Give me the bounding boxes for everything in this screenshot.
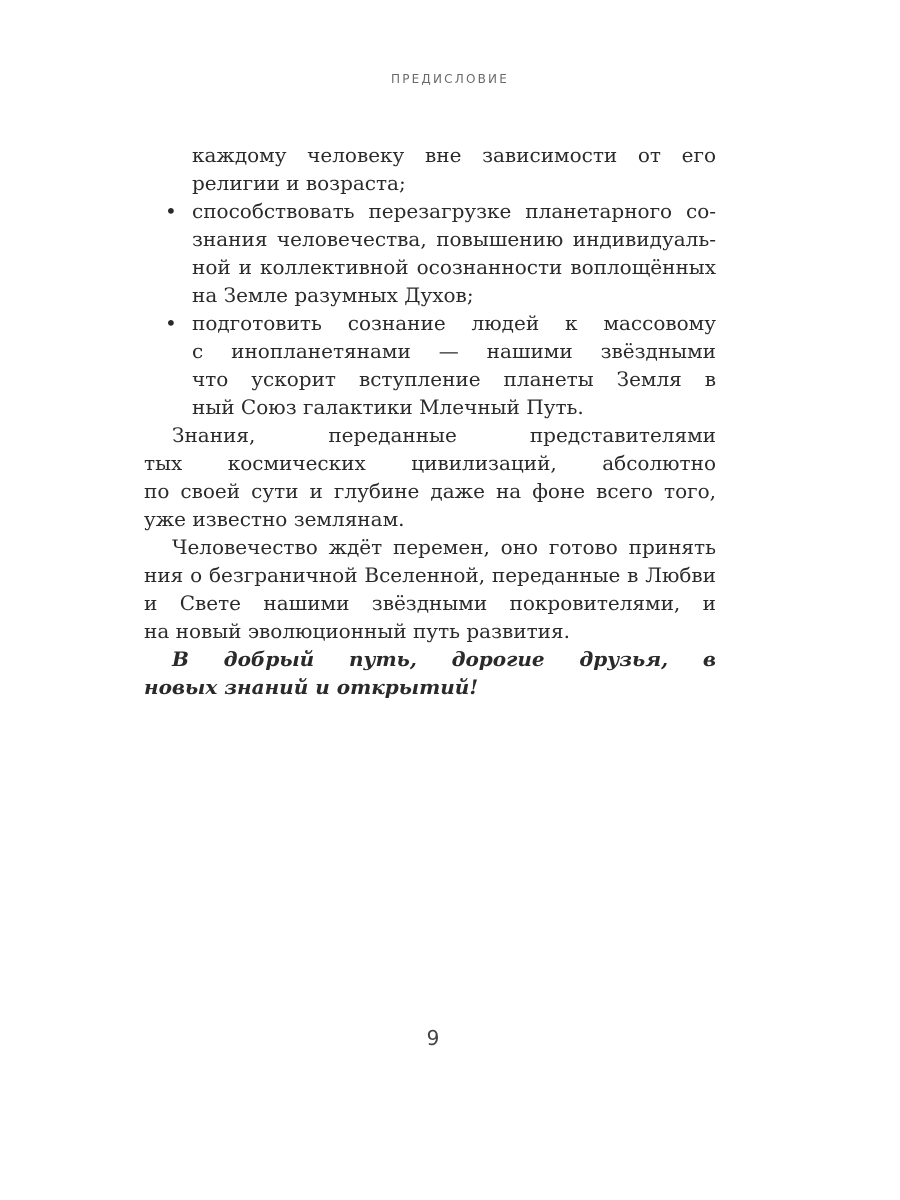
- bullet-icon: •: [165, 311, 177, 335]
- text-line: и Свете нашими звёздными покровителями, и: [144, 591, 716, 615]
- paragraph: [144, 533, 716, 645]
- text-line: что ускорит вступление планеты Земля в: [192, 367, 716, 391]
- text-line: на новый эволюционный путь развития.: [144, 619, 570, 643]
- list-continuation: [144, 141, 716, 197]
- closing-paragraph: [144, 645, 716, 701]
- text-line: каждому человеку вне зависимости от его: [192, 143, 716, 167]
- text-line: по своей сути и глубине даже на фоне всего того,: [144, 479, 716, 503]
- page-number: 9: [426, 1026, 440, 1050]
- bullet-text: подготовить сознание людей к массовому: [192, 311, 716, 335]
- text-line: знания человечества, повышению индивидуаль-: [192, 227, 716, 251]
- text-line: с инопланетянами — нашими звёздными: [192, 339, 716, 363]
- bullet-item: [144, 309, 716, 421]
- paragraph: [144, 421, 716, 533]
- bullet-item: [144, 197, 716, 309]
- bullet-text: способствовать перезагрузке планетарного со-: [192, 199, 716, 223]
- text-line: новых знаний и открытий!: [144, 675, 479, 699]
- text-line: ной и коллективной осознанности воплощённых: [192, 255, 716, 279]
- text-line: уже известно землянам.: [144, 507, 405, 531]
- text-line: религии и возраста;: [192, 171, 406, 195]
- text-line: на Земле разумных Духов;: [192, 283, 474, 307]
- text-line: ния о безграничной Вселенной, переданные в Любви: [144, 563, 716, 587]
- text-line: ный Союз галактики Млечный Путь.: [192, 395, 584, 419]
- bullet-icon: •: [165, 199, 177, 223]
- text-line: тых космических цивилизаций, абсолютно: [144, 451, 716, 475]
- page-body: [144, 141, 716, 701]
- running-head: ПРЕДИСЛОВИЕ: [390, 72, 510, 86]
- text-line: Знания, переданные представителями: [172, 423, 716, 447]
- text-line: [144, 309, 716, 337]
- text-line: [144, 197, 716, 225]
- text-line: Человечество ждёт перемен, оно готово принять: [172, 535, 716, 559]
- text-line: В добрый путь, дорогие друзья, в: [172, 647, 716, 671]
